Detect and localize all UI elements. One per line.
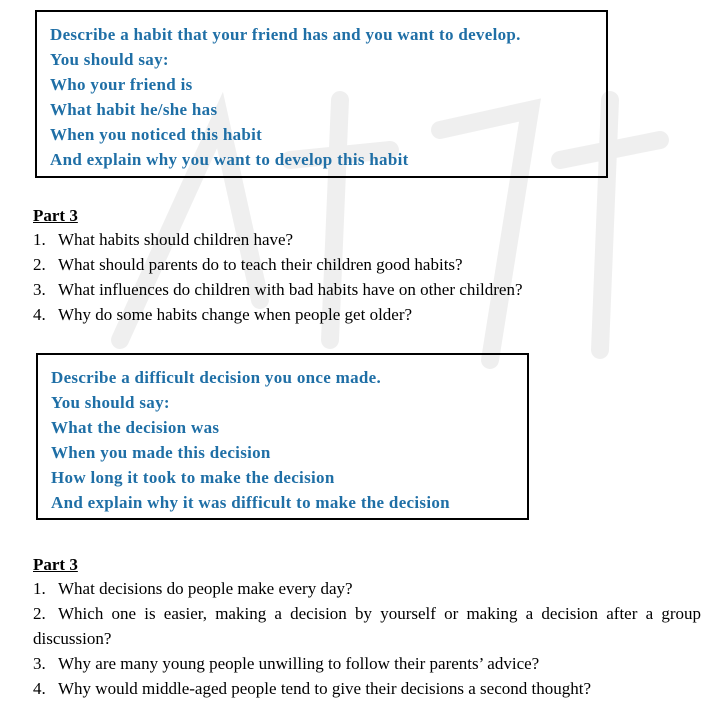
question-text: What should parents do to teach their children good habits?	[58, 255, 463, 274]
cue-card-line: And explain why you want to develop this habit	[50, 150, 409, 169]
question-text: Why would middle-aged people tend to give their decisions a second thought?	[58, 679, 592, 698]
cue-card-line: How long it took to make the decision	[51, 468, 335, 487]
cue-card-line: When you made this decision	[51, 443, 271, 462]
cue-card-line: What habit he/she has	[50, 100, 218, 119]
question-item	[33, 277, 703, 302]
cue-card-line: When you noticed this habit	[50, 125, 263, 144]
cue-card-line: What the decision was	[51, 418, 220, 437]
part-title: Part 3	[33, 206, 78, 225]
question-item	[33, 302, 703, 327]
cue-card-line: You should say:	[50, 50, 169, 69]
cue-card-line: You should say:	[51, 393, 170, 412]
question-text: Why do some habits change when people get older?	[58, 305, 413, 324]
question-text: What decisions do people make every day?	[58, 579, 353, 598]
question-item	[33, 252, 703, 277]
question-number: 3.	[33, 654, 46, 673]
cue-card-line: And explain why it was difficult to make the decision	[51, 493, 450, 512]
part3-decision-section	[33, 554, 701, 701]
question-text: Why are many young people unwilling to follow their parents’ advice?	[58, 654, 540, 673]
question-text: Which one is easier, making a decision by yourself or making a decision after a group discussion?	[33, 604, 701, 648]
part-title: Part 3	[33, 555, 78, 574]
question-number: 4.	[33, 679, 46, 698]
question-item	[33, 676, 701, 701]
cue-card-decision	[36, 353, 529, 520]
cue-card-line: Who your friend is	[50, 75, 193, 94]
cue-card-habit	[35, 10, 608, 178]
question-text: What habits should children have?	[58, 230, 294, 249]
question-item	[33, 651, 701, 676]
cue-card-topic: Describe a habit that your friend has and you want to develop.	[50, 25, 521, 44]
question-item	[33, 576, 701, 601]
question-item	[33, 601, 701, 651]
question-item	[33, 227, 703, 252]
part3-habit-section	[33, 205, 703, 327]
cue-card-topic: Describe a difficult decision you once made.	[51, 368, 382, 387]
question-number: 4.	[33, 305, 46, 324]
question-number: 1.	[33, 230, 46, 249]
question-number: 2.	[33, 604, 46, 623]
question-number: 1.	[33, 579, 46, 598]
question-number: 3.	[33, 280, 46, 299]
question-number: 2.	[33, 255, 46, 274]
question-text: What influences do children with bad habits have on other children?	[58, 280, 523, 299]
